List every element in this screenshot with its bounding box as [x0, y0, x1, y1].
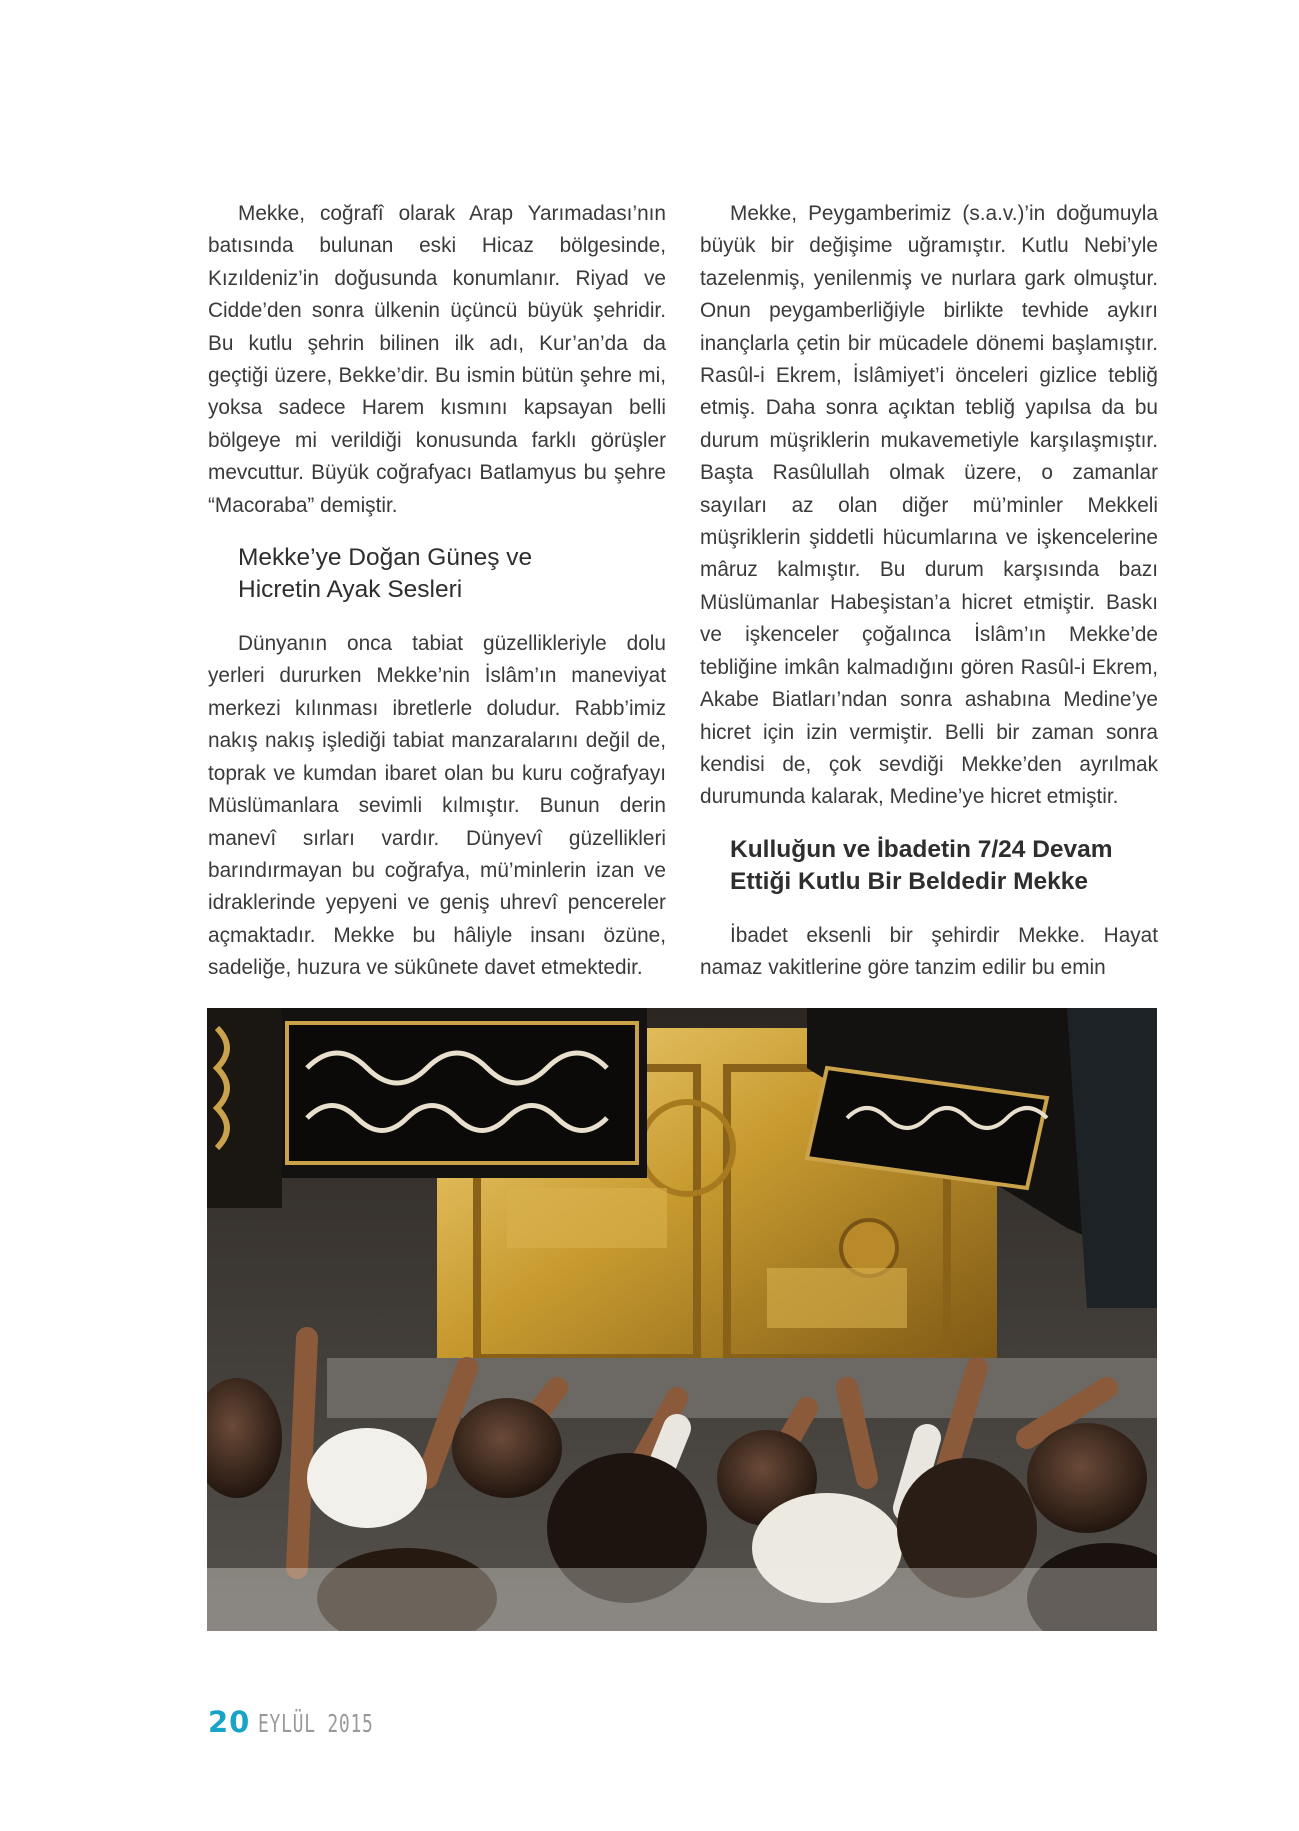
heading-line: Hicretin Ayak Sesleri: [238, 576, 463, 604]
paragraph: Mekke, coğrafî olarak Arap Yarımadası’nın batısında bulunan eski Hicaz bölgesinde, Kızıldeniz’in doğusunda konumlanır. Riyad ve Cidde’den sonra ülkenin üçüncü büyük şehridir. Bu kutlu şehrin bilinen ilk adı, Kur’an’da da geçtiği üzere, Bekke’dir. Bu ismin bütün şehre mi, yoksa sadece Harem kısmını kapsayan belli bölgeye mi verildiği konusunda farklı görüşler mevcuttur. Büyük coğrafyacı Batlamyus bu şehre “Macoraba” demiştir.: [208, 202, 666, 517]
page-footer: [208, 1705, 419, 1739]
issue-date: EYLÜL 2015: [258, 1709, 374, 1738]
heading-line: Kulluğun ve İbadetin 7/24 Devam: [730, 835, 1113, 863]
right-column: [700, 198, 1158, 985]
section-heading: [208, 542, 666, 606]
heading-line: Mekke’ye Doğan Güneş ve: [238, 544, 533, 572]
section-heading: [700, 834, 1158, 898]
page-number: 20: [208, 1705, 251, 1739]
heading-line: Ettiği Kutlu Bir Beldedir Mekke: [730, 867, 1089, 895]
left-column: [208, 198, 666, 985]
kaaba-door-photo: [207, 1008, 1157, 1631]
paragraph: İbadet eksenli bir şehirdir Mekke. Hayat namaz vakitlerine göre tanzim edilir bu emin: [700, 923, 1158, 980]
paragraph: Mekke, Peygamberimiz (s.a.v.)’in doğumuyla büyük bir değişime uğramıştır. Kutlu Nebi’yle tazelenmiş, yenilenmiş ve nurlara gark olmuştur. Onun peygamberliğiyle birlikte tevhide aykırı inançlarla çetin bir mücadele dönemi başlamıştır. Rasûl-i Ekrem, İslâmiyet’i önceleri gizlice tebliğ etmiş. Daha sonra açıktan tebliğ yapılsa da bu durum müşriklerin mukavemetiyle karşılaşmıştır. Başta Rasûlullah olmak üzere, o zamanlar sayıları az olan diğer mü’minler Mekkeli müşriklerin şiddetli hücumlarına ve işkencelerine mâruz kalmıştır. Bu durum karşısında bazı Müslümanlar Habeşistan’a hicret etmiştir. Baskı ve işkenceler çoğalınca İslâm’ın Mekke’de tebliğine imkân kalmadığını gören Rasûl-i Ekrem, Akabe Biatları’ndan sonra ashabına Medine’ye hicret için izin vermiştir. Belli bir zaman sonra kendisi de, çok sevdiği Mekke’den ayrılmak durumunda kalarak, Medine’ye hicret etmiştir.: [700, 202, 1158, 809]
paragraph: Dünyanın onca tabiat güzellikleriyle dolu yerleri dururken Mekke’nin İslâm’ın maneviyat merkezi kılınması ibretlerle doludur. Rabb’imiz nakış nakış işlediği tabiat manzaralarını değil de, toprak ve kumdan ibaret olan bu kuru coğrafyayı Müslümanlara sevimli kılmıştır. Bunun derin manevî sırları vardır. Dünyevî güzellikleri barındırmayan bu coğrafya, mü’minlerin izan ve idraklerinde yepyeni ve geniş uhrevî pencereler açmaktadır. Mekke bu hâliyle insanı özüne, sadeliğe, huzura ve sükûnete davet etmektedir.: [208, 632, 666, 980]
